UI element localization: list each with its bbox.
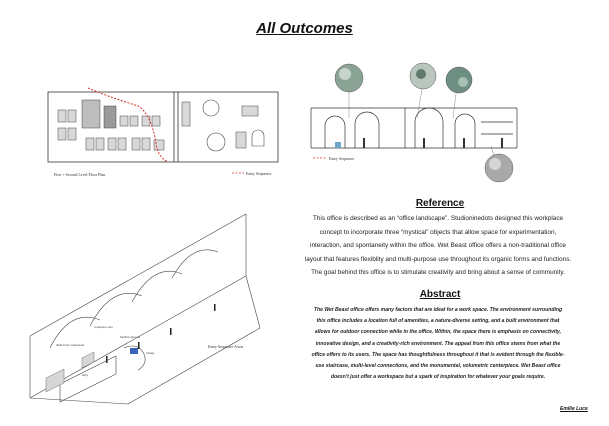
reference-line: interaction, and spontaneity within the office. Wet Beast office offers a non-traditional office <box>310 242 566 249</box>
reference-line: This office is described as an “office landscape”. Studioninedots designed this workplace <box>312 215 564 222</box>
floor-plan-legend: Entry Sequence <box>246 171 272 176</box>
floor-plan-caption: First + Second Level Floor Plan <box>54 172 106 177</box>
axon-caption: Entry Sequence Axon <box>208 344 243 349</box>
axon-label: workspace area <box>94 325 113 329</box>
reference-line: The goal behind this office is to stimulate creativity and bring about a sense of community. <box>311 269 565 276</box>
reference-line: concept to incorporate three “mystical” objects that allow space for experimentation, <box>319 228 557 236</box>
page-title: All Outcomes <box>256 20 353 37</box>
abstract-line: innovative design, and a creativity-rich environment. The appeal from this office stems from what the <box>315 340 561 347</box>
axon-label: lounge <box>146 351 155 355</box>
reference-line: layout that features flexiblity and multi-purpose use throughout its organic forms and functions. <box>304 255 572 263</box>
section-water <box>335 142 341 148</box>
section-legend: Entry Sequence <box>329 156 355 161</box>
abstract-heading: Abstract <box>419 289 461 300</box>
axon-label: multi-level connections <box>56 343 85 347</box>
floor-plan-furniture <box>58 100 258 150</box>
axon-blue-element <box>130 348 138 354</box>
axon-label: entry <box>82 373 89 377</box>
axon-label: flexible staircase <box>120 335 141 339</box>
abstract-line: office offers to its users. The space has thoughtfulness throughout it that is evident through the flexible- <box>311 351 565 358</box>
floor-plan-drawing <box>46 86 282 186</box>
axon-drawing <box>20 208 276 408</box>
abstract-line: doesn't just offer a workspace but a spark of inspiration for whatever your goals require. <box>330 374 546 381</box>
author-name: Emilie Luce <box>560 406 588 412</box>
abstract-text <box>282 305 594 383</box>
reference-text <box>276 212 600 280</box>
abstract-line: use staircase, multi-level connections, and the monumental, volumetric centerpiece. Wet Beast office <box>315 363 561 370</box>
abstract-line: this office includes a location full of amenities, a nature-diverse setting, and a built environment that <box>316 318 560 325</box>
reference-heading: Reference <box>415 198 465 209</box>
section-elevation-drawing <box>305 62 527 192</box>
abstract-line: allows for outdoor connection while in the office. Within, the space there is emphasis on connectivity, <box>314 329 562 336</box>
abstract-line: The Wet Beast office offers many factors that are ideal for a work space. The environment surrounding <box>313 307 563 313</box>
